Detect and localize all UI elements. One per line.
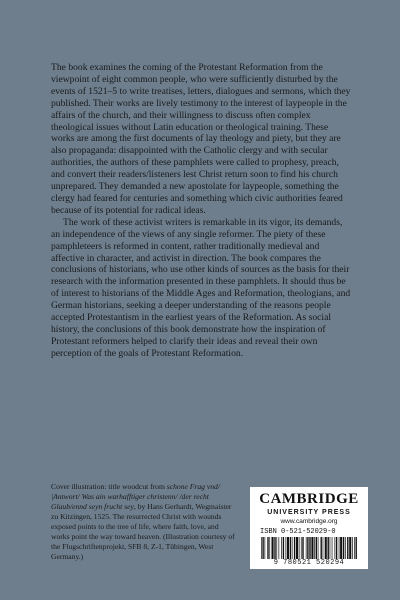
barcode-bar (332, 537, 333, 559)
barcode-bar (354, 537, 355, 559)
barcode-bar (347, 537, 348, 559)
barcode-bar (336, 537, 337, 559)
barcode-bar (296, 537, 298, 559)
barcode-bar (261, 537, 262, 559)
barcode-bar (314, 537, 315, 559)
barcode-bar (335, 537, 336, 559)
barcode-bar (311, 537, 313, 559)
barcode-bar (267, 537, 268, 559)
barcode-bar (286, 537, 287, 559)
caption-woodcut-title: schone Frag vnd/ |Antwort/ Was ain warhafftiger christenn/ /der recht Glaub/ennd seyn frucht sey (51, 482, 220, 511)
barcode-bar (330, 537, 331, 559)
barcode (260, 537, 358, 559)
barcode-bar (318, 537, 319, 559)
barcode-bar (287, 537, 289, 559)
publisher-url: www.cambridge.org (280, 518, 338, 525)
description-text (51, 62, 351, 360)
barcode-bar (292, 537, 293, 559)
barcode-bar (272, 537, 274, 559)
barcode-bar (302, 537, 303, 559)
barcode-bar (323, 537, 324, 559)
barcode-bar (340, 537, 342, 559)
barcode-bar (339, 537, 340, 559)
barcode-bar (294, 537, 295, 559)
barcode-bar (301, 537, 302, 559)
description-paragraph-1: The book examines the coming of the Protestant Reformation from the viewpoint of eight common people, who were sufficiently disturbed by the events of 1521–5 to write treatises, letters, dialogues and sermons, which they published. Their works are lively testimony to the interest of laypeople in the affairs of the church, and their willingness to discuss often complex theological issues without Latin education or theological training. These works are among the first documents of lay theology and piety, but they are also propaganda: disappointed with the Catholic clergy and with secular authorities, the authors of these pamphlets were called to prophesy, preach, and convert their readers/listeners lest Christ return soon to find his church unprepared. They demanded a new apostolate for laypeople, something the clergy had feared for centuries and something which civic authorities feared because of its potential for radical ideas. (51, 62, 351, 216)
barcode-bar (345, 537, 346, 559)
barcode-number: 9 780521 520294 (273, 559, 345, 567)
caption-text-end: , by Hans Gerhardt, Wegmaister zu Kitzingen, 1525. The resurrected Christ with wounds exposed points to the tree of life, where faith, love, and works point the way toward heaven. (Illustration courtesy of the Flugschriftenprojekt, SFB 8, Z-1, Tübingen, West Germany.) (51, 502, 235, 561)
isbn: ISBN 0-521-52029-0 (260, 528, 336, 536)
barcode-bar (321, 537, 322, 559)
barcode-bar (306, 537, 307, 559)
barcode-bar (283, 537, 284, 559)
barcode-bar (276, 537, 277, 559)
barcode-bar (269, 537, 270, 559)
barcode-bar (307, 537, 308, 559)
barcode-bar (265, 537, 266, 559)
barcode-bar (279, 537, 280, 559)
barcode-bar (343, 537, 344, 559)
barcode-bar (325, 537, 327, 559)
barcode-bar (349, 537, 351, 559)
publisher-logo: CAMBRIDGE (259, 491, 359, 507)
description-paragraph-2: The work of these activist writers is remarkable in its vigor, its demands, an independence of the views of any single reformer. The piety of these pamphleteers is reformed in content, rather traditionally medieval and affective in character, and activist in direction. The book compares the conclusions of historians, who use other kinds of sources as the basis for their research with the information presented in these pamphlets. It should thus be of interest to historians of the Middle Ages and Reformation, theologians, and German historians, seeking a deeper understanding of the reasons people accepted Protestantism in the earliest years of the Reformation. As social history, the conclusions of this book demonstrate how the inspiration of Protestant reformers helped to clarify their ideas and reveal their own perception of the goals of Protestant Reformation. (51, 216, 351, 359)
barcode-bar (281, 537, 282, 559)
barcode-bar (290, 537, 291, 559)
barcode-bar (356, 537, 357, 559)
barcode-bar (262, 537, 263, 559)
cover-illustration-caption (51, 482, 236, 562)
publisher-box (250, 487, 368, 569)
barcode-bar (299, 537, 300, 559)
barcode-bar (274, 537, 275, 559)
barcode-bar (352, 537, 353, 559)
publisher-subtitle: UNIVERSITY PRESS (267, 509, 351, 516)
barcode-bar (328, 537, 329, 559)
barcode-bar (316, 537, 317, 559)
barcode-bar (309, 537, 310, 559)
caption-text-start: Cover illustration: title woodcut from (51, 482, 167, 491)
